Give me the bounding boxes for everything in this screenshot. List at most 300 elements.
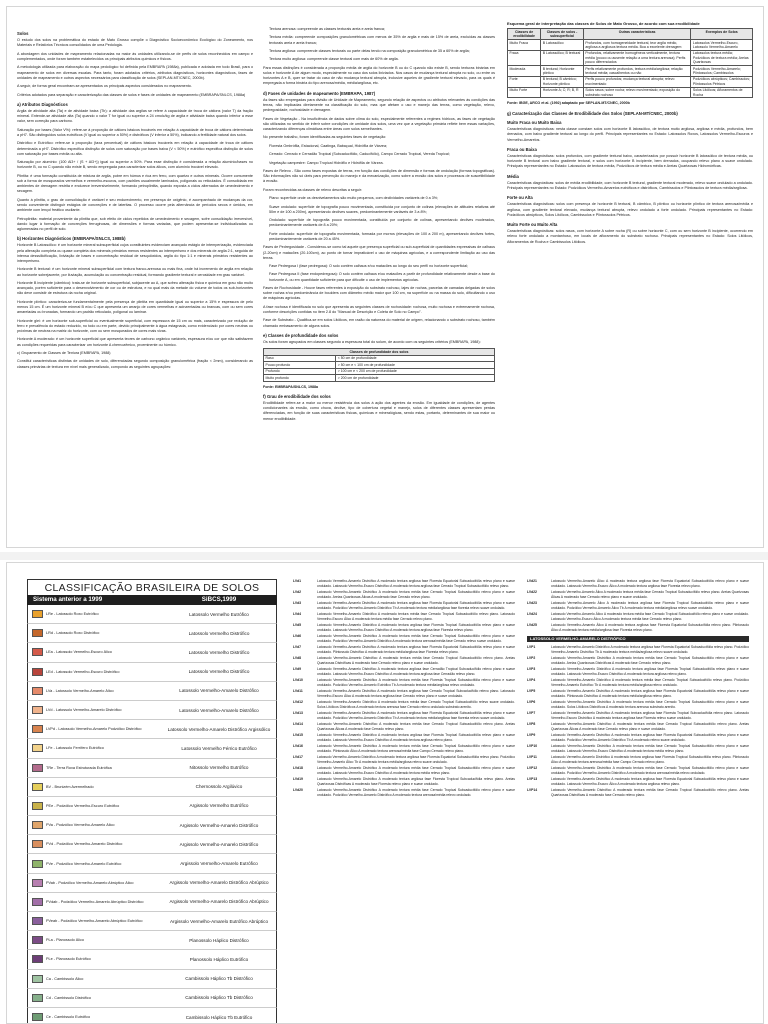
unit-entry	[293, 755, 515, 765]
legend-new-name: Argissolo Vermelho-Amarelo Distrófico Abrúptico	[169, 899, 269, 905]
paragraph: Horizonte B incipiente (câmbico): trata-se de horizonte subsuperficial, subjacente ao A, que sofreu alteração física e química em grau não muito avançado, porém suficiente para o desenvolvimento de cor ou de estrutura, e no qual mais da metade do volume de todos os sub-horizontes não deve consistir de estrutura da rocha original.	[17, 280, 253, 296]
unit-entry	[527, 722, 749, 732]
legend-old-name: LEa - Latossolo Vermelho-Escuro Álico	[46, 650, 112, 655]
paragraph: Horizonte glei: é um horizonte sub-superficial ou eventualmente superficial, com espessura de 15 cm ou mais, caracterizado por redução de ferro e prevalência do estado reduzido, no todo ou em parte, devido principalmente à água estagnada, como evidenciado por cores neutras ou próximas de neutras na matriz do horizonte, com ou sem mosqueados de cores mais vivas.	[17, 318, 253, 333]
texture-list	[263, 27, 495, 63]
unit-code: LVd23	[527, 601, 537, 605]
unit-description: Latossolo Vermelho-Amarelo Distrófico A moderado textura média fase Cerrado Tropical Subcaducifólio relevo plano e suave ondulado. Areias Quartzosas Distróficas A moderado fase Cerrado relevo plano.	[551, 656, 749, 665]
unit-code: LVd8	[293, 656, 302, 660]
unit-code: LVd4	[293, 612, 302, 616]
unit-entry	[527, 645, 749, 655]
legend-row	[27, 1008, 277, 1024]
legend-new-name: Argissolo Vermelho-Amarelo Distrófico Abrúptico	[169, 880, 269, 886]
unit-entry	[527, 612, 749, 622]
legend-old-name: PVe - Podzólico Vermelho-Amarelo Eutrófico	[46, 861, 122, 866]
unit-description: Latossolo Vermelho-Amarelo Distrófico A moderado textura média fase Cerrado Tropical Subcaducifólio relevo plano. Areias Quartzosas Álicas A moderado fase Cerrado relevo plano.	[317, 722, 515, 731]
subsection-title: b) Horizontes Diagnósticos (EMBRAPA/SNLCS, 1988b)	[17, 236, 126, 242]
unit-code: LVd20	[293, 788, 303, 792]
legend-col-old: Sistema anterior a 1999	[33, 596, 103, 603]
legend-new-name: Cambissolo Háplico Tb Eutrófico	[185, 1014, 253, 1020]
unit-entry	[527, 788, 749, 798]
unit-code: LVP1	[527, 645, 536, 650]
legend-new-name: Argissolo Vermelho-Amarelo Eutrófico	[180, 861, 258, 867]
color-swatch	[32, 994, 43, 1002]
subsection-title: e) Classes de profundidade dos solos	[263, 332, 339, 338]
paragraph: Distrófico e Eutrófico: refere-se à proporção (taxa percentual) de cátions básicos trocáveis em relação à capacidade de troca de cátions determinada a pH7. Distrófico especifica distinção de solos com saturação por bases baixa (V < 50%) e eutrófico especifica distinção de solos com saturação por bases média ou alta.	[17, 141, 253, 156]
legend-new-name: Latossolo Vermelho Distrófico	[188, 649, 250, 655]
legend-page	[6, 562, 764, 1024]
table-cell: B textural; B câmbico; Horizonte plíntico	[541, 76, 584, 87]
color-swatch	[32, 802, 43, 810]
legend-old-name: LRe - Latossolo Roxo Eutrófico	[46, 612, 99, 617]
list-item: Textura muito argilosa: compreende classe textural com mais de 60% de argila.	[269, 57, 399, 62]
table-cell: Muito profundo	[264, 375, 336, 381]
unit-description: Latossolo Vermelho-Amarelo Distrófico A moderado textura média fase Cerrado Tropical Subcaducifólio relevo suave ondulado. Solos Litólicos Distróficos A moderado textura arenosa fase Cerrado relevo ondulado substrato arenito.	[317, 700, 515, 709]
unit-description: Latossolo Vermelho-Amarelo Distrófico A moderado textura argilosa fase Floresta Tropical Subcaducifólia relevo plano. Areias Quartzosas Distróficas A moderado fase Floresta relevo plano e suave ondulado.	[317, 777, 515, 786]
unit-code: LVd6	[293, 634, 302, 638]
legend-title: CLASSIFICAÇÃO BRASILEIRA DE SOLOS	[27, 579, 277, 595]
unit-description: Latossolo Vermelho-Amarelo Distrófico A moderado textura argilosa fase Floresta Equatorial Subcaducifólia relevo plano e suave ondulado. Podzólico Vermelho-Amarelo Distrófico Tb A moderado textura média/argilosa fase floresta relevo suave ondulado.	[317, 601, 515, 610]
unit-code: LVP2	[527, 656, 536, 661]
unit-description: Latossolo Vermelho-Amarelo Distrófico A moderado textura argilosa fase Floresta Equatorial Subcaducifólia relevo plano e suave ondulado. Podzólico Vermelho-Amarelo Distrófico Tb A moderado relevo suave ondulado.	[551, 733, 749, 742]
color-swatch	[32, 764, 43, 772]
unit-description: Latossolo Vermelho-Amarelo Distrófico A moderado textura média fase Cerrado Tropical Subcaducifólio relevo plano. Areias Quartzosas Distróficas A moderado fase Cerrado relevo plano e suave ondulado.	[317, 656, 515, 665]
unit-description: Latossolo Vermelho-Amarelo Distrófico A moderado textura argilosa fase Cerrado Tropical Subcaducifólio relevo plano. Latossolo Vermelho-Escuro Álico A moderado textura argilosa fase Cerrado relevo plano e suave ondulado.	[317, 689, 515, 698]
unit-entry	[527, 711, 749, 721]
legend-row	[27, 970, 277, 989]
text-page	[6, 6, 764, 548]
list-item: Fase Pedregosa II (fase endopedregosa): O solo contém calhaus e/ou matacões a partir de profundidade relativamente desde a base do horizonte A, ou em quantidade suficiente para que dificulte o uso de implementos agrícolas.	[269, 272, 495, 282]
color-swatch	[32, 725, 43, 733]
unit-code: LVd11	[293, 689, 303, 693]
unit-description: Latossolo Vermelho-Amarelo Distrófico A moderado textura argilosa fase Cerradão Tropical Subcaducifólio relevo plano e suave ondulado. Latossolo Vermelho-Escuro Distrófico A moderado textura argilosa fase Cerradão relevo plano.	[317, 667, 515, 676]
unit-entry	[527, 678, 749, 688]
table-cell: Muito Forte	[508, 87, 541, 98]
table-cell: Raso	[264, 355, 336, 361]
unit-code: LVd14	[293, 722, 303, 726]
paragraph: As fases são empregadas para divisão de Unidade de Mapeamento, segundo relação de aspectos ou atributos relevantes às condições das terras, não implicadas diretamente na classificação do solo, mas que afetam o uso e manejo das terras, como vegetação, relevo, pedregosidade, rochosidade e drenagem.	[263, 97, 495, 113]
color-swatch	[32, 687, 43, 695]
legend-new-name: Planossolo Háplico Distrófico	[189, 937, 249, 943]
table-cell: Perfis pouco profundos; mudança textural abrupta; relevo movimentado	[583, 76, 691, 87]
unit-code: LVP10	[527, 744, 538, 749]
paragraph: c) Grupamento de Classes de Textura (EMBRAPA, 1988)	[17, 350, 111, 355]
legend-new-name: Latossolo Vermelho-Amarelo Distrófico	[179, 707, 259, 713]
unit-code: LVd16	[293, 744, 303, 748]
legend-new-name: Argissolo Vermelho-Amarelo Eutrófico Abrúptico	[169, 918, 269, 924]
legend-old-name: TRe - Terra Roxa Estruturada Eutrófica	[46, 765, 112, 770]
unit-description: Latossolo Vermelho-Amarelo Distrófico A moderado textura média fase Cerrado Tropical Subcaducifólio relevo plano e suave ondulado. Podzólico Vermelho-Amarelo Distrófico A moderado textura arenosa/média fase Cerrado relevo suave ondulado.	[317, 634, 515, 643]
unit-code: LVP9	[527, 733, 536, 738]
table-header-cell: Classes de erodibilidade	[508, 29, 541, 40]
unit-entry	[293, 601, 515, 611]
subsection-title: a) Atributos Diagnósticos	[17, 101, 68, 107]
paragraph: Os solos foram agrupados em classes segundo a espessura total do solum, de acordo com os seguintes critérios (EMBRAPA, 1988):	[263, 340, 481, 345]
color-swatch	[32, 744, 43, 752]
unit-entry	[527, 777, 749, 787]
subsection-title: d) Fases de unidades de mapeamento (EMBRAPA, 1987)	[263, 90, 376, 96]
list-item: Suave ondulado: superfície de topografia pouco movimentada, constituída por conjunto de colinas (elevações de altitudes relativas até 50m e de 100 a 200m), apresentando declives suaves, predominantemente variáveis de 3 a 8%;	[269, 204, 495, 214]
color-swatch	[32, 610, 43, 618]
paragraph: Fases de Rochosidade - Houve fases referentes à exposição do substrato rochoso, lajes de rochas, parcelas de camadas delgadas de solos sobre rochas e/ou predominância de boulders com diâmetro médio maior que 100 cm, na superfície ou na massa do solo, dificultando o uso de máquinas agrícolas.	[263, 286, 495, 301]
table-cell: Podzólicos abrúpticos; Cambissolos; Plintossolos Pétricos	[691, 76, 753, 87]
unit-entry	[293, 667, 515, 677]
unit-description: Latossolo Vermelho-Amarelo Álico A moderado textura média fase Cerrado Tropical Subcaducifólio relevo plano. Areias Quartzosas Álicas A moderado fase Cerrado relevo plano e suave ondulado.	[551, 590, 749, 599]
units-list	[527, 645, 749, 798]
unit-code: LVd5	[293, 623, 302, 627]
color-swatch	[32, 955, 43, 963]
legend-old-name: PVa - Podzólico Vermelho-Amarelo Álico	[46, 823, 115, 828]
unit-entry	[293, 634, 515, 644]
unit-description: Latossolo Vermelho-Amarelo Distrófico A moderado textura média fase Cerrado Tropical Subcaducifólio relevo plano e suave ondulado. Latossolo Vermelho-Escuro Distrófico A moderado textura média relevo plano.	[317, 766, 515, 775]
table-header-cell: Exemplos de Solos	[691, 29, 753, 40]
unit-code: LVd15	[293, 733, 303, 737]
unit-description: Latossolo Vermelho-Amarelo Distrófico A moderado textura argilosa fase Floresta Equatorial Subcaducifólia relevo plano e suave ondulado. Podzólico Vermelho-Amarelo Distrófico Tb A moderado textura média/argilosa fase floresta relevo suave ondulado.	[317, 711, 515, 720]
unit-entry	[527, 733, 749, 743]
unit-code: LVd9	[293, 667, 302, 671]
legend-row	[27, 893, 277, 912]
unit-description: Latossolo Vermelho-Amarelo Álico A moderado textura média fase Cerrado Tropical Subcaducifólio relevo plano e suave ondulado. Latossolo Vermelho-Escuro Álico A moderado textura média fase Cerrado relevo plano.	[551, 612, 749, 621]
unit-entry	[293, 656, 515, 666]
paragraph: Erodibilidade refere-se a maior ou menor resistência dos solos à ação dos agentes da erosão. Em igualdade de condições, de agentes condicionantes da erosão, como chuva, declive, tipo de cobertura vegetal e manejo, solos de diferentes classes apresentam perdas diferenciadas, em função de suas características físicas, químicas e mineralógicas, sendo estas, portanto, determinantes de sua maior ou menor erodibilidade.	[263, 400, 495, 421]
soil-classification-legend	[27, 579, 277, 1024]
unit-code: LVP7	[527, 711, 536, 716]
unit-description: Latossolo Vermelho-Amarelo Distrófico A moderado textura argilosa fase Floresta Tropical Subcaducifólia relevo plano e suave ondulado. Latossolo Vermelho-Escuro Distrófico A moderado textura argilosa relevo plano.	[317, 733, 515, 742]
table-cell: Forte	[508, 76, 541, 87]
legend-row	[27, 874, 277, 893]
paragraph: Argila de atividade alta (Ta) e de atividade baixa (Tb): a atividade das argilas se refere à capacidade de troca de cátions (valor T) da fração mineral. Entende-se atividade alta (Ta) quando o valor T for igual ou superior a 24 cmolc/kg de argila e atividade baixa quando inferior a esse valor, sem correção para carbono.	[17, 108, 253, 124]
unit-entry	[527, 766, 749, 776]
unit-entry	[293, 788, 515, 798]
legend-row	[27, 816, 277, 835]
legend-new-name: Latossolo Vermelho Eutrófico	[189, 611, 249, 617]
paragraph: A metodologia utilizada para elaboração do mapa pedológico foi definida pela EMBRAPA (1988a), publicada e adotada em todo Brasil, para o mapeamento de solos em diversas escalas. Para tanto, foram adotados critérios, atributos diagnósticos, horizontes diagnósticos, fases de unidades de mapeamento e outros aspectos necessários para classificação de solos (SEPLAN-MT/CNEC, 2000b).	[17, 65, 253, 80]
table-cell: Horizonte A; C; R; B, R	[541, 87, 584, 98]
section-title-solos: Solos	[17, 31, 29, 36]
unit-entry	[293, 700, 515, 710]
paragraph: Fase de Substrato - Qualifica-se em solos Litólicos, em razão da natureza do material de origem, relacionando o substrato rochoso, também chamado embasamento de alguns solos.	[263, 318, 495, 328]
unit-code: LVd22	[527, 590, 537, 594]
relief-list	[263, 196, 495, 242]
legend-row	[27, 854, 277, 873]
legend-old-name: PLa - Planossolo Álico	[46, 938, 84, 943]
legend-row	[27, 759, 277, 778]
unit-description: Latossolo Vermelho-Amarelo Distrófico A moderado textura média fase Cerrado Tropical Subcaducifólio relevo plano e suave ondulado. Podzólico Vermelho-Amarelo Distrófico A moderado textura arenosa/média relevo ondulado.	[551, 766, 749, 775]
color-swatch	[32, 783, 43, 791]
unit-code: LVd24	[527, 612, 537, 616]
unit-code: LVP6	[527, 700, 536, 705]
legend-new-name: Chernossolo Argilúvico	[195, 784, 243, 790]
color-swatch	[32, 898, 43, 906]
table-title: Classes de profundidade dos solos	[264, 349, 495, 355]
unit-code: LVP12	[527, 766, 538, 771]
table-cell: Profundos, relativamente homogêneos verticalmente, textura média (pouco ou ausente relação a uma textura arenosa); Perfis pouco diferenciados	[583, 50, 691, 65]
unit-entry	[293, 623, 515, 633]
legend-row	[27, 624, 277, 643]
legend-new-name: Latossolo Vermelho Distrófico	[188, 669, 250, 675]
paragraph: Constitui características distintas de unidades de solo, diferenciadas segundo composição granulométrica (fração < 2mm), considerando as classes primárias de textura em nível mais generalizado, compondo as seguintes agrupações:	[17, 359, 253, 369]
unit-entry	[527, 590, 749, 600]
table-header-cell: Classes de solos - subsuperficial	[541, 29, 584, 40]
table-cell: Solos rasos; sobre rocha; relevo movimentado; exposição do substrato rochoso	[583, 87, 691, 98]
table-cell: > 100 cm e < 200 cm de profundidade	[336, 368, 495, 374]
legend-old-name: PVab - Podzólico Vermelho-Amarelo Abrúptico Álico	[46, 880, 134, 885]
list-item: Floresta Ombrófila, Estacional, Caatinga, Babaçual, Hidrófila de Várzea;	[269, 143, 388, 148]
paragraph: Características diagnósticas: solos de média erodibilidade, com horizonte B textural, gradiente textural moderado, relevo suave ondulado a ondulado. Principais representantes no Estado: Podzólicos Vermelho-Amarelos eutróficos e distróficos, Cambissolos e Plintossolos de textura média/argilosa.	[507, 180, 753, 190]
legend-old-name: PLe - Planossolo Eutrófico	[46, 957, 91, 962]
units-column-1	[293, 579, 515, 799]
list-item: Ondulado: superfície de topografia pouco movimentada, constituída por conjunto de colinas, apresentando declives moderados, predominantemente variáveis de 8 a 20%;	[269, 218, 495, 228]
paragraph: A seguir, de forma geral encontram-se apresentados os principais aspectos considerados no mapeamento.	[17, 84, 192, 89]
color-swatch	[32, 936, 43, 944]
list-item: Fase Pedregosa I (fase pedregosa): O solo contém calhaus e/ou matacões ao longo do seu perfil no horizonte superficial;	[269, 264, 469, 269]
color-swatch	[32, 975, 43, 983]
unit-description: Latossolo Vermelho-Amarelo Distrófico A moderado textura média fase Cerrado Tropical Subcaducifólio relevo plano e suave ondulado. Plintossolo Álico A moderado textura arenosa/média fase Campo Cerrado relevo plano.	[317, 744, 515, 753]
legend-header	[27, 595, 277, 605]
page-divider	[0, 552, 768, 560]
legend-old-name: Ca - Cambissolo Álico	[46, 976, 84, 981]
table-cell: Latossolos Vermelho-Escuro, Latossolo Vermelho-Amarelo	[691, 40, 753, 51]
color-swatch	[32, 668, 43, 676]
list-item: Textura arenosa: compreende as classes texturais areia e areia franca;	[269, 27, 386, 31]
unit-code: LVd25	[527, 623, 537, 627]
legend-new-name: Planossolo Háplico Eutrófico	[189, 956, 249, 962]
units-column-2	[527, 579, 749, 799]
paragraph-group	[17, 109, 253, 232]
table-header-cell: Outras características	[583, 29, 691, 40]
paragraph: A fase rochosa é identificada no solo que apresenta as seguintes classes de rochosidade: rochosa, muito rochosa e extremamente rochosa, conforme descrições contidas no item 2.8 do "Manual de Descrição e Coleta de Solo no Campo".	[263, 304, 495, 315]
unit-entry	[527, 667, 749, 677]
unit-description: Latossolo Vermelho-Amarelo Distrófico A moderado textura média fase Cerrado Tropical Subcaducifólio relevo plano e suave ondulado. Solos Litólicos Distróficos A moderado textura arenosa substrato arenito.	[551, 700, 749, 709]
paragraph: Fases de Pedregosidade - Considerou-se como tal aquele que presença superficial ou sub-superficial de quantidades expressivas de calhaus (2-20cm) e matacões (20-100cm), ao ponto de tornar impraticável o uso de máquinas agrícolas, e a correspondente limitação ao uso das terras.	[263, 245, 495, 260]
color-swatch	[32, 629, 43, 637]
legend-row	[27, 950, 277, 969]
legend-old-name: LRd - Latossolo Roxo Distrófico	[46, 631, 100, 636]
unit-code: LVd12	[293, 700, 303, 704]
list-item: Cerrado: Cerrado e Cerradão Tropical (Subcaducifólio, Caducifólio), Campo Cerrado Tropical, Vereda Tropical;	[269, 152, 450, 157]
paragraph: Horizonte B Latossólico: é um horizonte mineral subsuperficial cujos constituintes evidenciam avançado estágio de intemperização, evidenciada pela alteração completa ou quase completa dos minerais primários menos resistentes ao intemperismo e dos minerais de argila 2:1, seguida de intensa desssilicificação, lixiviação de bases e concentração residual de sesquióxidos, argila do tipo 1:1 e minerais primários resistentes ao intemperismo.	[17, 243, 253, 263]
unit-description: Latossolo Vermelho-Amarelo Distrófico A moderado textura média fase Cerrado Tropical Subcaducifólio relevo plano e suave ondulado. Podzólico Vermelho-Amarelo Distrófico A moderado textura arenosa/média relevo ondulado.	[317, 788, 515, 797]
unit-description: Latossolo Vermelho-Amarelo Distrófico A moderado textura argilosa fase Floresta Tropical Subcaducifólia relevo plano. Latossolo Vermelho-Escuro Distrófico A moderado textura argilosa fase Floresta relevo suave ondulado.	[551, 711, 749, 720]
legend-row	[27, 605, 277, 624]
table-row	[508, 50, 753, 65]
unit-entry	[527, 601, 749, 611]
legend-row	[27, 912, 277, 931]
unit-entry	[527, 623, 749, 633]
unit-description: Latossolo Vermelho-Amarelo Distrófico A moderado textura média fase Cerrado Tropical Subcaducifólio relevo plano. Latossolo Vermelho-Escuro Álico A moderado textura média fase Cerrado relevo plano.	[317, 612, 515, 621]
color-swatch	[32, 840, 43, 848]
section-heading: Fraca ou Baixa	[507, 146, 537, 152]
paragraph: Critérios adotados para separação e caracterização das classes de solos e fases de unidades de mapeamento (EMBRAPA/SNLCS, 1988a)	[17, 92, 246, 97]
legend-row	[27, 701, 277, 720]
legend-old-name: PVeab - Podzólico Vermelho-Amarelo Abrúptico Eutrófico	[46, 919, 143, 924]
table-title: Esquema geral de interpretação das classes de Solos de Mato Grosso, de acordo com sua erodibilidade	[507, 21, 700, 26]
table-row	[508, 66, 753, 77]
unit-description: Latossolo Vermelho-Amarelo Distrófico A moderado textura média fase Cerrado Tropical Subcaducifólio relevo plano. Areias Quartzosas Álicas A moderado fase Cerrado relevo plano e suave ondulado.	[551, 722, 749, 731]
unit-description: Latossolo Vermelho-Amarelo Distrófico A moderado textura média fase Cerrado Tropical Subcaducifólio relevo plano. Podzólico Vermelho-Amarelo Eutrófico Tb A moderado textura média/argilosa relevo ondulado.	[551, 678, 749, 687]
section-heading: Muito Forte ou Muito Alta	[507, 221, 558, 227]
unit-description: Latossolo Vermelho-Amarelo Distrófico A moderado textura argilosa fase Floresta Equatorial Subcaducifólia relevo plano e suave ondulado. Latossolo Vermelho-Escuro Álico A moderado textura argilosa relevo plano.	[551, 777, 749, 786]
table-source: Fonte: IBGE, ARCO et al. (1992) adaptado por SEPLAN-MT/CNEC, 2000b	[507, 101, 630, 106]
legend-new-name: Cambissolo Háplico Tb Distrófico	[185, 995, 253, 1001]
legend-old-name: PVdab - Podzólico Vermelho-Amarelo Abrúptico Distrófico	[46, 899, 144, 904]
paragraph: Plintita: é uma formação constituída de mistura de argila, pobre em húmus e rica em ferro, com quartzo e outros minerais. Ocorre comumente sob a forma de mosqueados vermelhos e vermelho-escuros, com padrões usualmente laminados, poligonais ou reticulados. É consolidada em ambientes de drenagem restrita e endurece irreversivelmente, formando petroplintita, quando exposta a ciclos alternados de umedecimento e secagem.	[17, 173, 253, 194]
table-cell: B Latossólico	[541, 40, 584, 51]
legend-row	[27, 797, 277, 816]
unit-description: Latossolo Vermelho-Amarelo Distrófico A moderado textura média fase Cerrado Tropical Subcaducifólio relevo plano. Areias Quartzosas Distróficas A moderado fase Cerrado relevo plano.	[551, 788, 749, 797]
paragraph: Saturação por alumínio: (100 Al3+ / (S + Al3+)) igual ou superior a 50%. Para esse distinção é considerada a relação alumínio/bases no horizonte B, ou no C quando não existe B, sendo empregada para caracterizar solos álicos, com alumínio trocável elevado.	[17, 160, 253, 170]
legend-row	[27, 835, 277, 854]
paragraph: Fases de Relevo - São como fases expostas de terras, em função das condições de dimensão e formas de ondulação (formas topográficas). São informações não só úteis para prevenção do manejo e da mecanização, como sobre a erosão dos solos e processos de suscetibilidade à erosão.	[263, 168, 495, 184]
color-swatch	[32, 706, 43, 714]
section-heading: Média	[507, 173, 519, 179]
unit-description: Latossolo Vermelho-Amarelo Distrófico A moderado textura argilosa fase Floresta Tropical Subcaducifólia relevo plano e suave ondulado. Latossolo Vermelho-Escuro Distrófico A moderado textura argilosa relevo plano.	[551, 667, 749, 676]
legend-old-name: LVa - Latossolo Vermelho-Amarelo Álico	[46, 688, 114, 693]
unit-description: Latossolo Vermelho-Amarelo Distrófico A moderado textura argilosa fase Floresta Tropical Subcaducifólia relevo plano. Plintossolo Álico A moderado textura arenosa/média fase Campo Cerrado relevo plano.	[551, 755, 749, 764]
section-heading: Forte ou Alta	[507, 195, 533, 201]
unit-description: Latossolo Vermelho-Amarelo Distrófico A moderado textura argilosa fase Floresta Equatorial Subcaducifólia relevo plano. Podzólico Vermelho-Amarelo Álico Tb A moderado textura média/argilosa relevo suave ondulado.	[317, 755, 515, 764]
legend-col-new: SiBCS,1999	[201, 596, 237, 603]
text-column-3	[507, 21, 753, 248]
unit-description: Latossolo Vermelho-Amarelo Distrófico A moderado textura média fase Cerrado Tropical Subcaducifólio relevo plano e suave ondulado. Latossolo Vermelho-Escuro Distrófico A moderado textura média relevo plano.	[551, 744, 749, 753]
table-cell: Profundos, com homogeneidade textural, teor argila médio, argilosa a argilosos textura média. Boa a excelente drenagem	[583, 40, 691, 51]
paragraph: Características diagnósticas: solos profundos, com gradiente textural baixo, caracterizados por possuir horizonte B latossólico de textura média, ou horizonte B textural com baixo gradiente textural, e solos com horizonte B incipiente, bem drenados, ocupando relevo plano a suave ondulado. Principais representantes no Estado: Latossolos de textura média, Podzólicos de textura média e Areias Quartzosas Hidromórficas.	[507, 153, 753, 169]
table-row	[264, 375, 495, 381]
unit-entry	[527, 656, 749, 666]
depth-classes-table	[263, 348, 495, 381]
unit-entry	[293, 645, 515, 655]
paragraph: Fases de Vegetação - Na insuficiência de dados sobre clima do solo, especialmente referentes a regimes hídricos, as fases de vegetação são utilizadas no sentido de inferir sobre condições de umidade dos solos, uma vez que a vegetação primária reflete bem essas variações, caracterizando diferenças climáticas entre áreas com solos semelhantes.	[263, 116, 495, 131]
table-cell: > 50 cm e < 100 cm de profundidade	[336, 362, 495, 368]
legend-old-name: PVd - Podzólico Vermelho-Amarelo Distrófico	[46, 842, 123, 847]
legend-old-name: Ce - Cambissolo Eutrófico	[46, 1015, 91, 1020]
legend-row	[27, 682, 277, 701]
paragraph-group	[17, 38, 253, 98]
paragraph: Horizonte plíntico: caracteriza-se fundamentalmente pela presença de plintita em quantidade igual ou superior a 15% e espessura de pelo menos 15 cm. É um horizonte mineral B e/ou C que apresenta um arranjo de cores vermelhas e acinzentadas ou brancas, com ou sem cores amareladas ou brunadas, formando um padrão reticulado, poligonal ou laminar.	[17, 299, 253, 315]
unit-code: LVd7	[293, 645, 302, 649]
legend-old-name: LFe - Latossolo Ferrífero Eutrófico	[46, 746, 104, 751]
unit-code: LVd10	[293, 678, 303, 682]
unit-description: Latossolo Vermelho-Amarelo Distrófico A moderado textura argilosa fase Floresta Equatorial Subcaducifólia relevo plano e suave ondulado. Latossolo Vermelho-Escuro Distrófico A moderado textura argilosa fase Cerrado Tropical Subcaducifólio relevo plano.	[317, 579, 515, 588]
unit-entry	[293, 777, 515, 787]
unit-description: Latossolo Vermelho-Amarelo Álico A moderado textura argilosa fase Floresta Equatorial Subcaducifólia relevo plano e suave ondulado. Latossolo Vermelho-Escuro Álico A moderado textura argilosa fase Floresta relevo plano.	[551, 579, 749, 588]
unit-description: Latossolo Vermelho-Amarelo Distrófico A moderado textura argilosa fase Floresta Equatorial Subcaducifólia relevo plano e suave ondulado. Plintossolo Distrófico A moderado textura média/argilosa fase Floresta relevo plano.	[317, 645, 515, 654]
units-section-header: LATOSSOLO VERMELHO-AMARELO DISTRÓFICO	[527, 636, 749, 643]
unit-code: LVP5	[527, 689, 536, 694]
legend-new-name: Nitossolo Vermelho Eutrófico	[189, 765, 249, 771]
table-row	[508, 76, 753, 87]
unit-code: LVP11	[527, 755, 537, 760]
table-cell: Muito Fraca	[508, 40, 541, 51]
list-item: Textura média: compreende composições granulométricas com menos de 35% de argila e mais de 15% de areia, excluídas as classes texturais areia e areia franca;	[269, 35, 495, 45]
unit-code: LVd2	[293, 590, 302, 594]
legend-new-name: Cambissolo Háplico Tb Distrófico	[185, 976, 253, 982]
table-cell: Podzólicos Vermelho-Amarelo; Plintossolos; Cambissolos	[691, 66, 753, 77]
table-cell: < 50 cm de profundidade	[336, 355, 495, 361]
subsection-title: g) Caracterização das Classes de Erodibilidade dos Solos (SEPLAN-MT/CNEC, 2000b)	[507, 110, 678, 116]
table-cell: Perfis relativamente profundos, textura média/argilosa; relação textural média; cascalhentos ou não	[583, 66, 691, 77]
paragraph: Para essas distinções é considerada a proporção média de argila do horizonte B ou do C quando não existe B, sendo texturas binárias em solos e horizonte A de algum modo, especialmente no caso dos solos lixiviados. Nos casos de mudança textural abrupta no solo, ou entre os horizontes A e B, quer se tratar do caso de não mudança textural abrupta, inclusive aqueles de gradiente textural elevado, para os quais é empregada a forma binária do tipo arenosa/média, média/argilosa, etc.	[263, 65, 495, 86]
paragraph: Características diagnósticas: solos com presença de horizonte B textural, B câmbico, B plíntico ou horizonte plíntico de textura arenosa/média e argilosa, com gradiente textural elevado, mudança textural abrupta, relevo ondulado a forte ondulado. Principais representantes no Estado: Podzólicos abrúpticos, Solos Litólicos, Cambissolos e Plintossolos Pétricos.	[507, 202, 753, 217]
table-cell: > 200 cm de profundidade	[336, 375, 495, 381]
list-item: Plano: superfície onde os desnivelamentos são muito pequenos, com declividades variáveis de 0 a 3%;	[269, 196, 439, 201]
list-item: Vegetação campestre: Campo Tropical Hidrófilo e Hidrófila de Várzea.	[269, 160, 384, 165]
unit-entry	[293, 689, 515, 699]
paragraph: O estudo dos solos na problemática do estado de Mato Grosso compõe o Diagnóstico Socioeconômico Ecológico do Zoneamento, nos Materiais e Relatórios Técnicos consolidados de uma Pedologia.	[17, 38, 253, 48]
list-item: Forte ondulado: superfície de topografia movimentada, formada por morros (elevações de 100 a 200 m), apresentando declives fortes, predominantemente variáveis de 20 a 45%.	[269, 231, 495, 241]
paragraph: Foram reconhecidas as classes de relevo descritas a seguir:	[263, 187, 362, 192]
table-cell: B Latossólico; B textural	[541, 50, 584, 65]
erodibility-table	[507, 28, 753, 98]
color-swatch	[32, 648, 43, 656]
legend-old-name: PEe - Podzólico Vermelho-Escuro Eutrófico	[46, 803, 120, 808]
unit-code: LVd1	[293, 579, 302, 583]
unit-code: LVP14	[527, 788, 538, 793]
unit-entry	[293, 579, 515, 589]
unit-code: LVP8	[527, 722, 536, 727]
unit-entry	[527, 755, 749, 765]
text-column-2	[263, 27, 495, 425]
unit-code: LVP3	[527, 667, 536, 672]
legend-new-name: Argissolo Vermelho Eutrófico	[189, 803, 249, 809]
paragraph: A abordagem dos unidades de mapeamento relacionadas na maior às unidades utilizando-se de perfis de solos reconhecidos em campo e complementados, onde foram também estabelecidos os principais atributos químicos e físicos.	[17, 51, 253, 61]
unit-description: Latossolo Vermelho-Amarelo Distrófico A moderado textura média fase Floresta Tropical Subcaducifólia relevo plano e suave ondulado. Podzólico Vermelho-Amarelo Eutrófico Tb A moderado textura média/argilosa relevo ondulado.	[317, 678, 515, 687]
paragraph: Características diagnósticas: nesta classe constam solos com horizonte B latossólico, de textura muito argilosa, argilosa e média, profundos, bem drenados, com baixo gradiente textural ao longo do perfil. Principais representantes no Estado: Latossolos Roxos, Latossolos Vermelho-Escuros e Vermelho-Amarelos.	[507, 127, 753, 142]
legend-row	[27, 643, 277, 662]
unit-entry	[293, 744, 515, 754]
legend-old-name: Cd - Cambissolo Distrófico	[46, 995, 91, 1000]
unit-entry	[293, 612, 515, 622]
unit-description: Latossolo Vermelho-Amarelo Álico A moderado textura argilosa fase Floresta Tropical Subcaducifólia relevo plano e suave ondulado. Podzólico Vermelho-Amarelo Álico Tb A moderado textura média/argilosa relevo suave ondulado.	[551, 601, 749, 610]
unit-description: Latossolo Vermelho-Amarelo Distrófico A moderado textura média fase Cerrado Tropical Subcaducifólio relevo plano e suave ondulado. Areias Quartzosas Álicas A moderado fase Cerrado relevo plano.	[317, 590, 515, 599]
table-cell: B textural; Horizonte plíntico	[541, 66, 584, 77]
unit-description: Latossolo Vermelho-Amarelo Distrófico A moderado textura argilosa fase Floresta Equatorial Subcaducifólia relevo plano. Podzólico Vermelho-Amarelo Distrófico Tb A moderado textura média/argilosa relevo suave ondulado.	[551, 645, 749, 654]
unit-description: Latossolo Vermelho-Amarelo Álico A moderado textura argilosa fase Floresta Equatorial Subcaducifólia relevo plano. Plintossolo Álico A moderado textura média/argilosa fase Floresta relevo plano.	[551, 623, 749, 632]
color-swatch	[32, 917, 43, 925]
unit-code: LVd13	[293, 711, 303, 715]
table-row	[508, 40, 753, 51]
unit-description: Latossolo Vermelho-Amarelo Distrófico A moderado textura argilosa fase Floresta Equatorial Subcaducifólia relevo plano e suave ondulado. Plintossolo Distrófico A moderado textura média/argilosa relevo plano.	[551, 689, 749, 698]
table-cell: Fraca	[508, 50, 541, 65]
paragraph: Características diagnósticas: solos rasos, com horizonte A sobre rocha (R) ou sobre horizonte C, com ou sem horizonte B incipiente, ocorrendo em relevo forte ondulado a montanhoso, em locais de afloramento do substrato rochoso. Principais representantes no Estado: Solos Litólicos, Afloramentos de Rocha e Cambissolos Litólicos.	[507, 229, 753, 244]
unit-code: LVd19	[293, 777, 303, 781]
table-cell: Moderada	[508, 66, 541, 77]
color-swatch	[32, 879, 43, 887]
legend-old-name: LEd - Latossolo Vermelho-Escuro Distrófico	[46, 669, 120, 674]
section-heading: Muito Fraca ou Muito Baixa	[507, 119, 562, 125]
unit-code: LVP13	[527, 777, 538, 782]
unit-code: LVd18	[293, 766, 303, 770]
legend-row	[27, 989, 277, 1008]
legend-row	[27, 778, 277, 797]
legend-row	[27, 739, 277, 758]
legend-new-name: Latossolo Vermelho-Amarelo Distrófico	[179, 688, 259, 694]
paragraph-group	[17, 243, 253, 369]
paragraph: Quanto à plintita, o grau de consolidação é variável e seu endurecimento, em presença de oxigênio, é acompanhado de mudanças da cor, sendo conveniente distinguir estágios de concreções e de lateritas. O processo ocorre pela alternância de períodos secos e úmidos, em ambiente com lençol freático oscilante.	[17, 197, 253, 213]
unit-entry	[527, 579, 749, 589]
stoniness-list	[263, 264, 495, 283]
unit-entry	[293, 711, 515, 721]
unit-entry	[527, 689, 749, 699]
unit-code: LVd17	[293, 755, 303, 759]
table-cell: Pouco profundo	[264, 362, 336, 368]
paragraph: Horizonte B textural: é um horizonte mineral subsuperficial com textura franco-arenosa ou mais fina, onde há incremento de argila em relação ao horizonte sobrejacente, por iluviação, acumulação ou concentração residual, formando gradiente textural e cerosidade em grau variável.	[17, 267, 253, 277]
unit-entry	[527, 744, 749, 754]
subsection-title: f) Grau de erodibilidade dos solos	[263, 393, 331, 399]
color-swatch	[32, 821, 43, 829]
legend-row	[27, 931, 277, 950]
table-source: Fonte: EMBRAPA/SNLCS, 1988a	[263, 384, 319, 389]
